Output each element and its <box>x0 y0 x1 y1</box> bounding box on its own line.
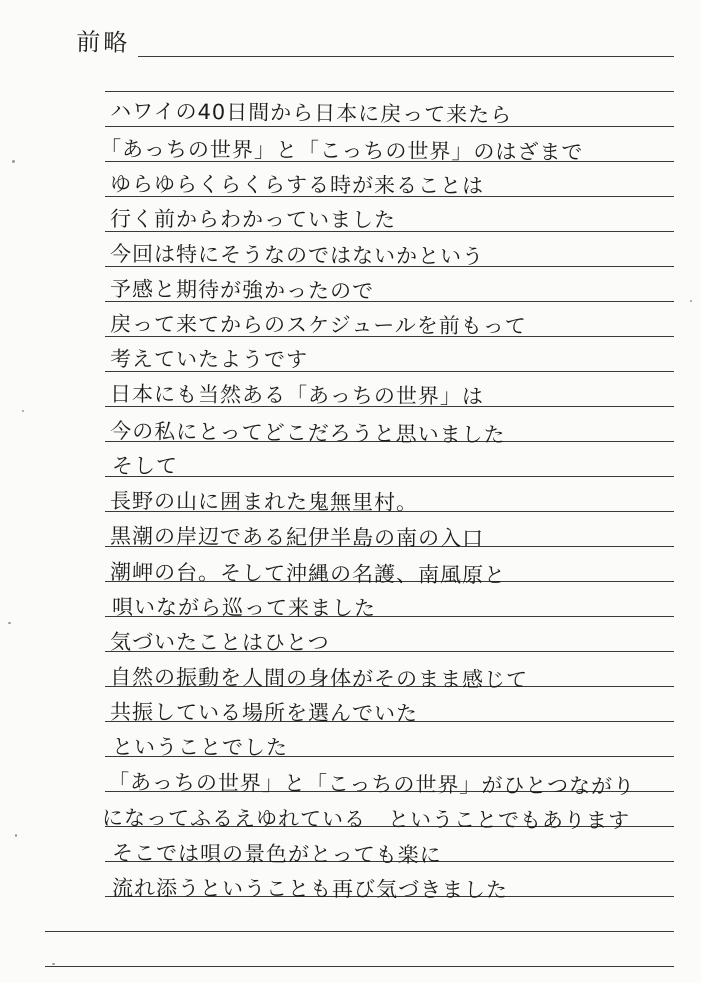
letter-line: 戻って来てからのスケジュールを前もって <box>110 312 527 339</box>
letter-line: 自然の振動を人間の身体がそのまま感じて <box>110 665 529 692</box>
letter-line: 「あっちの世界」と「こっちの世界」がひとつながり <box>108 770 636 799</box>
letter-line: ということでした <box>112 735 289 760</box>
scan-speckle <box>52 963 55 965</box>
scan-speckle <box>12 160 15 163</box>
letter-line: ゆらゆらくらくらする時が来ることは <box>110 172 485 198</box>
ruled-line <box>138 56 674 57</box>
letter-line: 気づいたことはひとつ <box>110 630 330 655</box>
letter-line: そして <box>112 454 178 478</box>
scan-speckle <box>22 410 24 412</box>
letter-line: 黒潮の岸辺である紀伊半島の南の入口 <box>110 524 485 551</box>
ruled-line <box>105 91 674 92</box>
scan-speckle <box>15 834 17 837</box>
letter-line: 今の私にとってどこだろうと思いました <box>110 419 506 448</box>
letter-line: 長野の山に囲まれた鬼無里村。 <box>110 489 419 515</box>
letter-line: になってふるえゆれている ということでもあります <box>102 806 631 833</box>
salutation: 前略 <box>76 28 131 57</box>
letter-line: ハワイの40日間から日本に戻って来たら <box>110 99 513 128</box>
letter-line: 共振している場所を選んでいた <box>110 700 419 726</box>
ruled-line <box>45 931 674 932</box>
letter-line: 「あっちの世界」と「こっちの世界」のはざまで <box>100 137 584 165</box>
letter-line: 潮岬の台。そして沖縄の名護、南風原と <box>110 560 507 588</box>
letter-line: 日本にも当然ある「あっちの世界」は <box>110 382 484 409</box>
ruled-line <box>105 476 674 477</box>
letter-line: 唄いながら巡って来ました <box>112 595 377 621</box>
letter-line: 予感と期待が強かったので <box>110 277 375 304</box>
letter-line: そこでは唄の景色がとっても楽に <box>112 841 442 868</box>
letter-line: 今回は特にそうなのではないかという <box>110 242 485 269</box>
letter-line: 流れ添うということも再び気づきました <box>112 876 509 903</box>
letter-line: 行く前からわかっていました <box>110 207 397 232</box>
ruled-line <box>45 966 674 967</box>
scan-speckle <box>690 300 692 302</box>
letter-line: 考えていたようです <box>110 347 309 372</box>
scan-speckle <box>8 622 11 624</box>
